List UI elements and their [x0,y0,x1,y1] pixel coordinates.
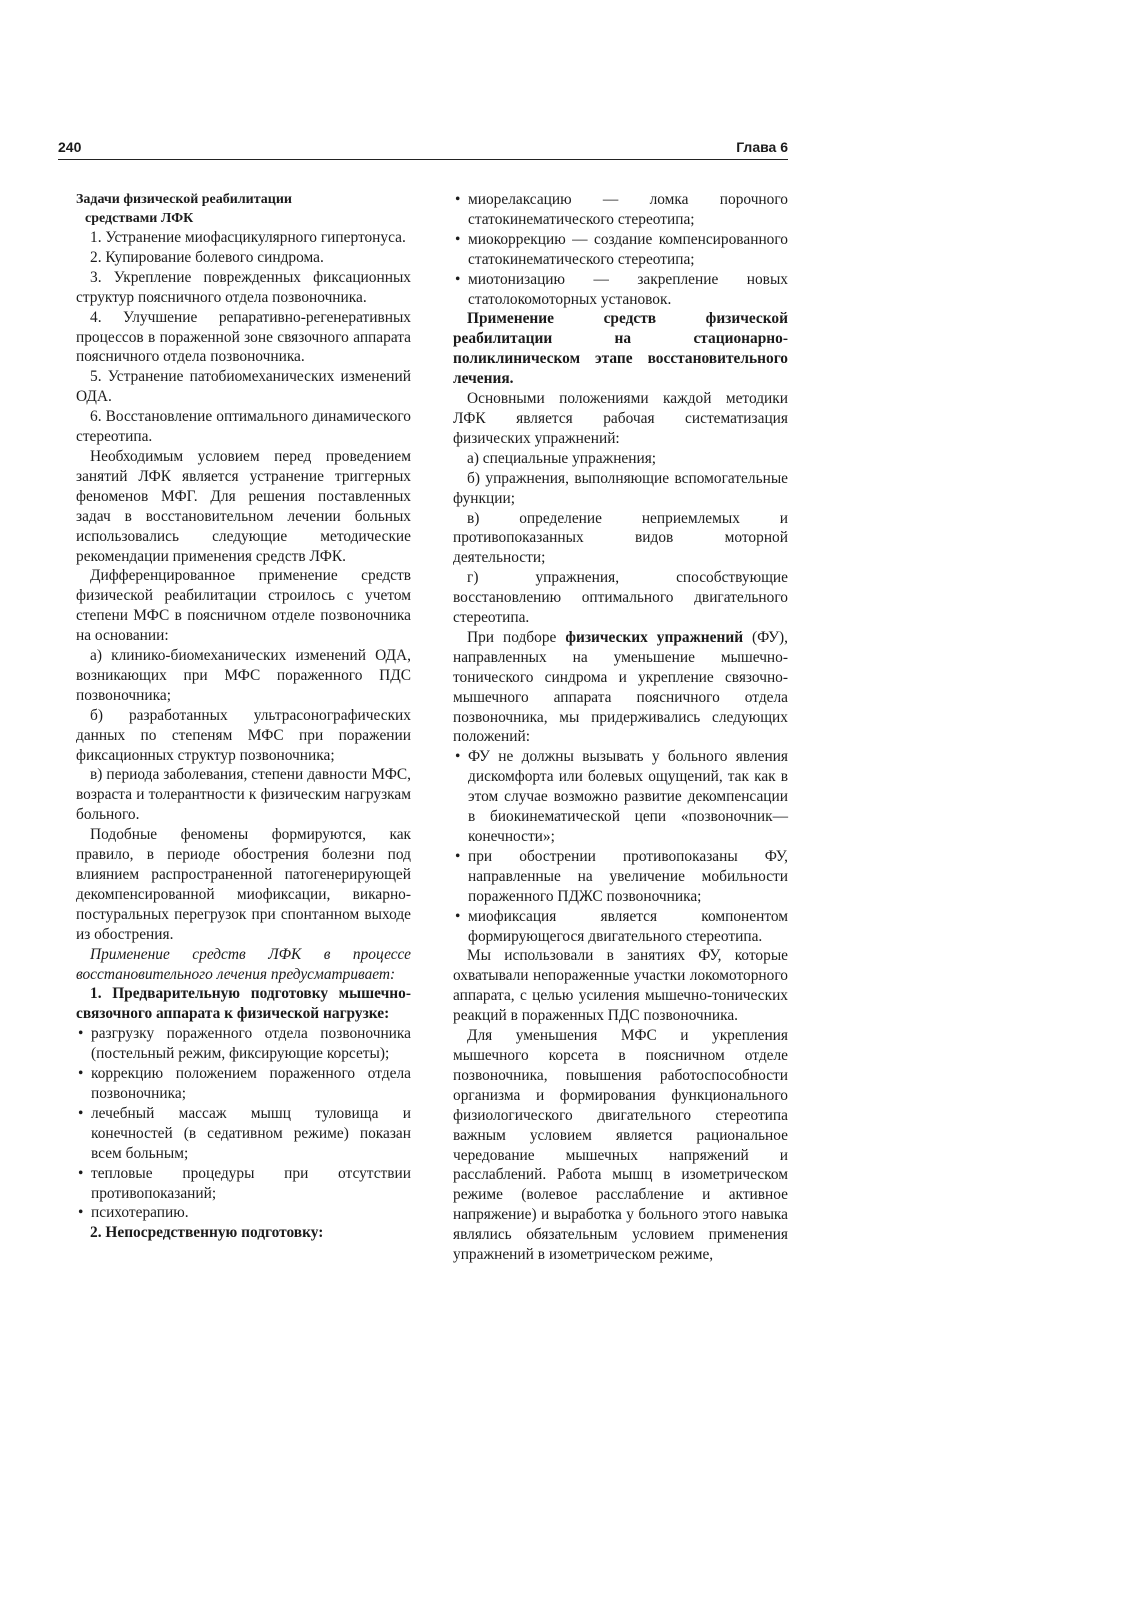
text-run: При подборе [467,628,566,646]
section-heading-line1: Задачи физической реабилитации [76,192,292,207]
page-number: 240 [58,139,82,155]
paragraph: Необходимым условием перед проведением занятий ЛФК является устранение триггерных феноменов МФГ. Для решения поставленных задач в восстановительном лечении больных использовались следующие методические рекомендации применения средств ЛФК. [76,447,411,565]
bullet-item: • коррекцию положением пораженного отдела позвоночника; [76,1064,411,1104]
italic-paragraph: Применение средств ЛФК в процессе восстановительного лечения предусматривает: [76,945,411,983]
task-item: 3. Укрепление поврежденных фиксационных структур поясничного отдела позвоночника. [76,268,411,306]
basis-item: в) периода заболевания, степени давности МФС, возраста и толерантности к физическим нагрузкам больного. [76,766,411,824]
paragraph: Мы использовали в занятиях ФУ, которые охватывали непораженные участки локомоторного аппарата, с целью усиления мышечно-тонических реакций в пораженных ПДС позвоночника. [453,947,788,1025]
bullet-item: • миорелаксацию — ломка порочного статокинематического стереотипа; [453,190,788,230]
bold-paragraph: Применение средств физической реабилитации на стационарно-поликлиническом этапе восстановительного лечения. [453,310,788,388]
basis-item: б) разработанных ультрасонографических данных по степеням МФС при поражении фиксационных структур позвоночника; [76,706,411,764]
list-item: г) упражнения, способствующие восстановлению оптимального двигательного стереотипа. [453,569,788,627]
paragraph: Дифференцированное применение средств физической реабилитации строилось с учетом степени МФС в поясничном отделе позвоночника на основании: [76,567,411,645]
bullet-item: • миотонизацию — закрепление новых статолокомоторных установок. [453,270,788,310]
task-item: 4. Улучшение репаративно-регенеративных процессов в пораженной зоне связочного аппарата поясничного отдела позвоночника. [76,308,411,366]
chapter-label: Глава 6 [736,139,788,155]
left-column [76,190,411,1243]
task-item: 1. Устранение миофасцикулярного гипертонуса. [90,229,406,246]
paragraph: Для уменьшения МФС и укрепления мышечного корсета в поясничном отделе позвоночника, повышения работоспособности организма и формирования функционального физиологического двигательного стереотипа важным условием является рациональное чередование мышечных напряжений и расслаблений. Работа мышц в изометрическом режиме (волевое расслабление и активное напряжение) и выработка у больного этого навыка являлись обязательным условием применения упражнений в изометрическом режиме, [453,1027,788,1264]
section-heading [76,190,411,228]
step-heading: 2. Непосредственную подготовку: [90,1224,324,1242]
header-rule [58,159,788,160]
basis-item: а) клинико-биомеханических изменений ОДА, возникающих при МФС пораженного ПДС позвоночника; [76,647,411,704]
bullet-item: • разгрузку пораженного отдела позвоночника (постельный режим, фиксирующие корсеты); [76,1024,411,1064]
bullet-item: • ФУ не должны вызывать у больного явления дискомфорта или болевых ощущений, так как в этом случае возможно развитие декомпенсации в биокинематической цепи «позвоночник—конечности»; [453,747,788,847]
paragraph: Подобные феномены формируются, как правило, в периоде обострения болезни под влиянием распространенной патогенерирующей декомпенсированной миофиксации, викарно-постуральных перегрузок при спонтанном выходе из обострения. [76,826,411,943]
task-item: 5. Устранение патобиомеханических изменений ОДА. [76,368,411,406]
bullet-item: • миофиксация является компонентом формирующегося двигательного стереотипа. [453,907,788,947]
list-item: в) определение неприемлемых и противопоказанных видов моторной деятельности; [453,509,788,567]
right-column [453,190,788,1265]
task-item: 6. Восстановление оптимального динамического стереотипа. [76,408,411,446]
task-item: 2. Купирование болевого синдрома. [90,248,324,266]
list-item: б) упражнения, выполняющие вспомогательные функции; [453,469,788,507]
bold-term: физических упражнений [565,628,744,646]
bullet-item: • лечебный массаж мышц туловища и конечностей (в седативном режиме) показан всем больным; [76,1104,411,1164]
bullet-item: • миокоррекцию — создание компенсированного статокинематического стереотипа; [453,230,788,270]
paragraph [453,628,788,747]
paragraph: Основными положениями каждой методики ЛФК является рабочая систематизация физических упражнений: [453,390,788,447]
bullet-item: • тепловые процедуры при отсутствии противопоказаний; [76,1164,411,1204]
list-item: а) специальные упражнения; [467,449,657,467]
text-run: (ФУ), направленных на уменьшение мышечно-тонического синдрома и укрепление связочно-мышечного аппарата поясничного отдела позвоночника, мы придерживались следующих положений: [453,628,788,746]
section-heading-line2: средствами ЛФК [85,211,194,226]
running-header [58,139,788,159]
step-heading: 1. Предварительную подготовку мышечно-связочного аппарата к физической нагрузке: [76,985,411,1023]
bullet-item: • психотерапию. [76,1203,411,1223]
bullet-item: • при обострении противопоказаны ФУ, направленные на увеличение мобильности пораженного ПДЖС позвоночника; [453,847,788,907]
